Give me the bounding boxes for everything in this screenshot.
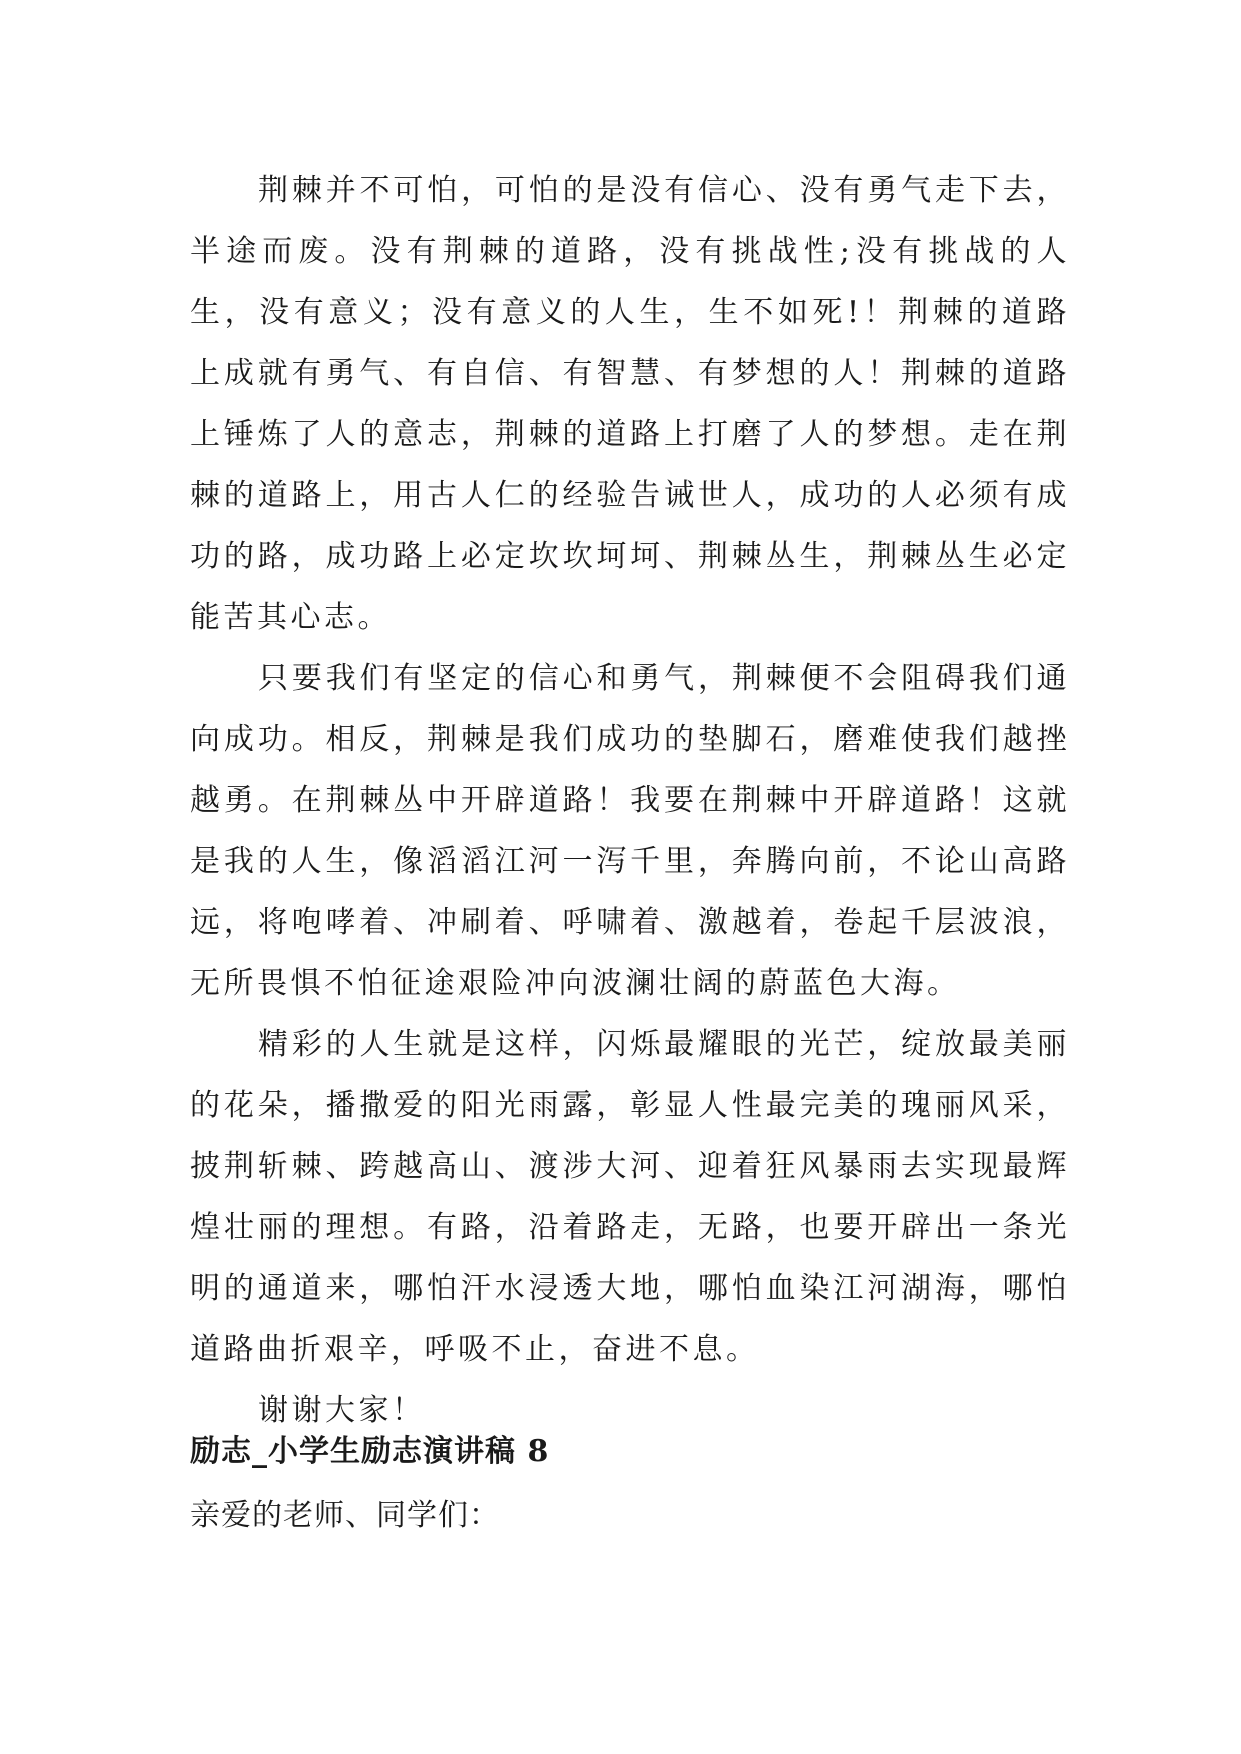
closing-line: 谢谢大家！ (258, 1393, 426, 1428)
paragraph: 只要我们有坚定的信心和勇气，荆棘便不会阻碍我们通向成功。相反，荆棘是我们成功的垫脚石，磨难使我们越挫越勇。在荆棘丛中开辟道路！我要在荆棘中开辟道路！这就是我的人生，像滔滔江河一泻千里，奔腾向前，不论山高路远，将咆哮着、冲刷着、呼啸着、激越着，卷起千层波浪，无所畏惧不怕征途艰险冲向波澜壮阔的蔚蓝色大海。 (190, 661, 1070, 1001)
greeting: 亲爱的老师、同学们： (190, 1498, 500, 1533)
paragraph: 荆棘并不可怕，可怕的是没有信心、没有勇气走下去，半途而废。没有荆棘的道路，没有挑战性;没有挑战的人生，没有意义；没有意义的人生，生不如死!！荆棘的道路上成就有勇气、有自信、有智慧、有梦想的人！荆棘的道路上锤炼了人的意志，荆棘的道路上打磨了人的梦想。走在荆棘的道路上，用古人仁的经验告诫世人，成功的人必须有成功的路，成功路上必定坎坎坷坷、荆棘丛生，荆棘丛生必定能苦其心志。 (190, 173, 1070, 635)
paragraph: 精彩的人生就是这样，闪烁最耀眼的光芒，绽放最美丽的花朵，播撒爱的阳光雨露，彰显人性最完美的瑰丽风采，披荆斩棘、跨越高山、渡涉大河、迎着狂风暴雨去实现最辉煌壮丽的理想。有路，沿着路走，无路，也要开辟出一条光明的通道来，哪怕汗水浸透大地，哪怕血染江河湖海，哪怕道路曲折艰辛，呼吸不止，奋进不息。 (190, 1027, 1070, 1367)
section-title: 励志_小学生励志演讲稿 8 (190, 1434, 550, 1469)
document-body (190, 160, 1070, 1441)
